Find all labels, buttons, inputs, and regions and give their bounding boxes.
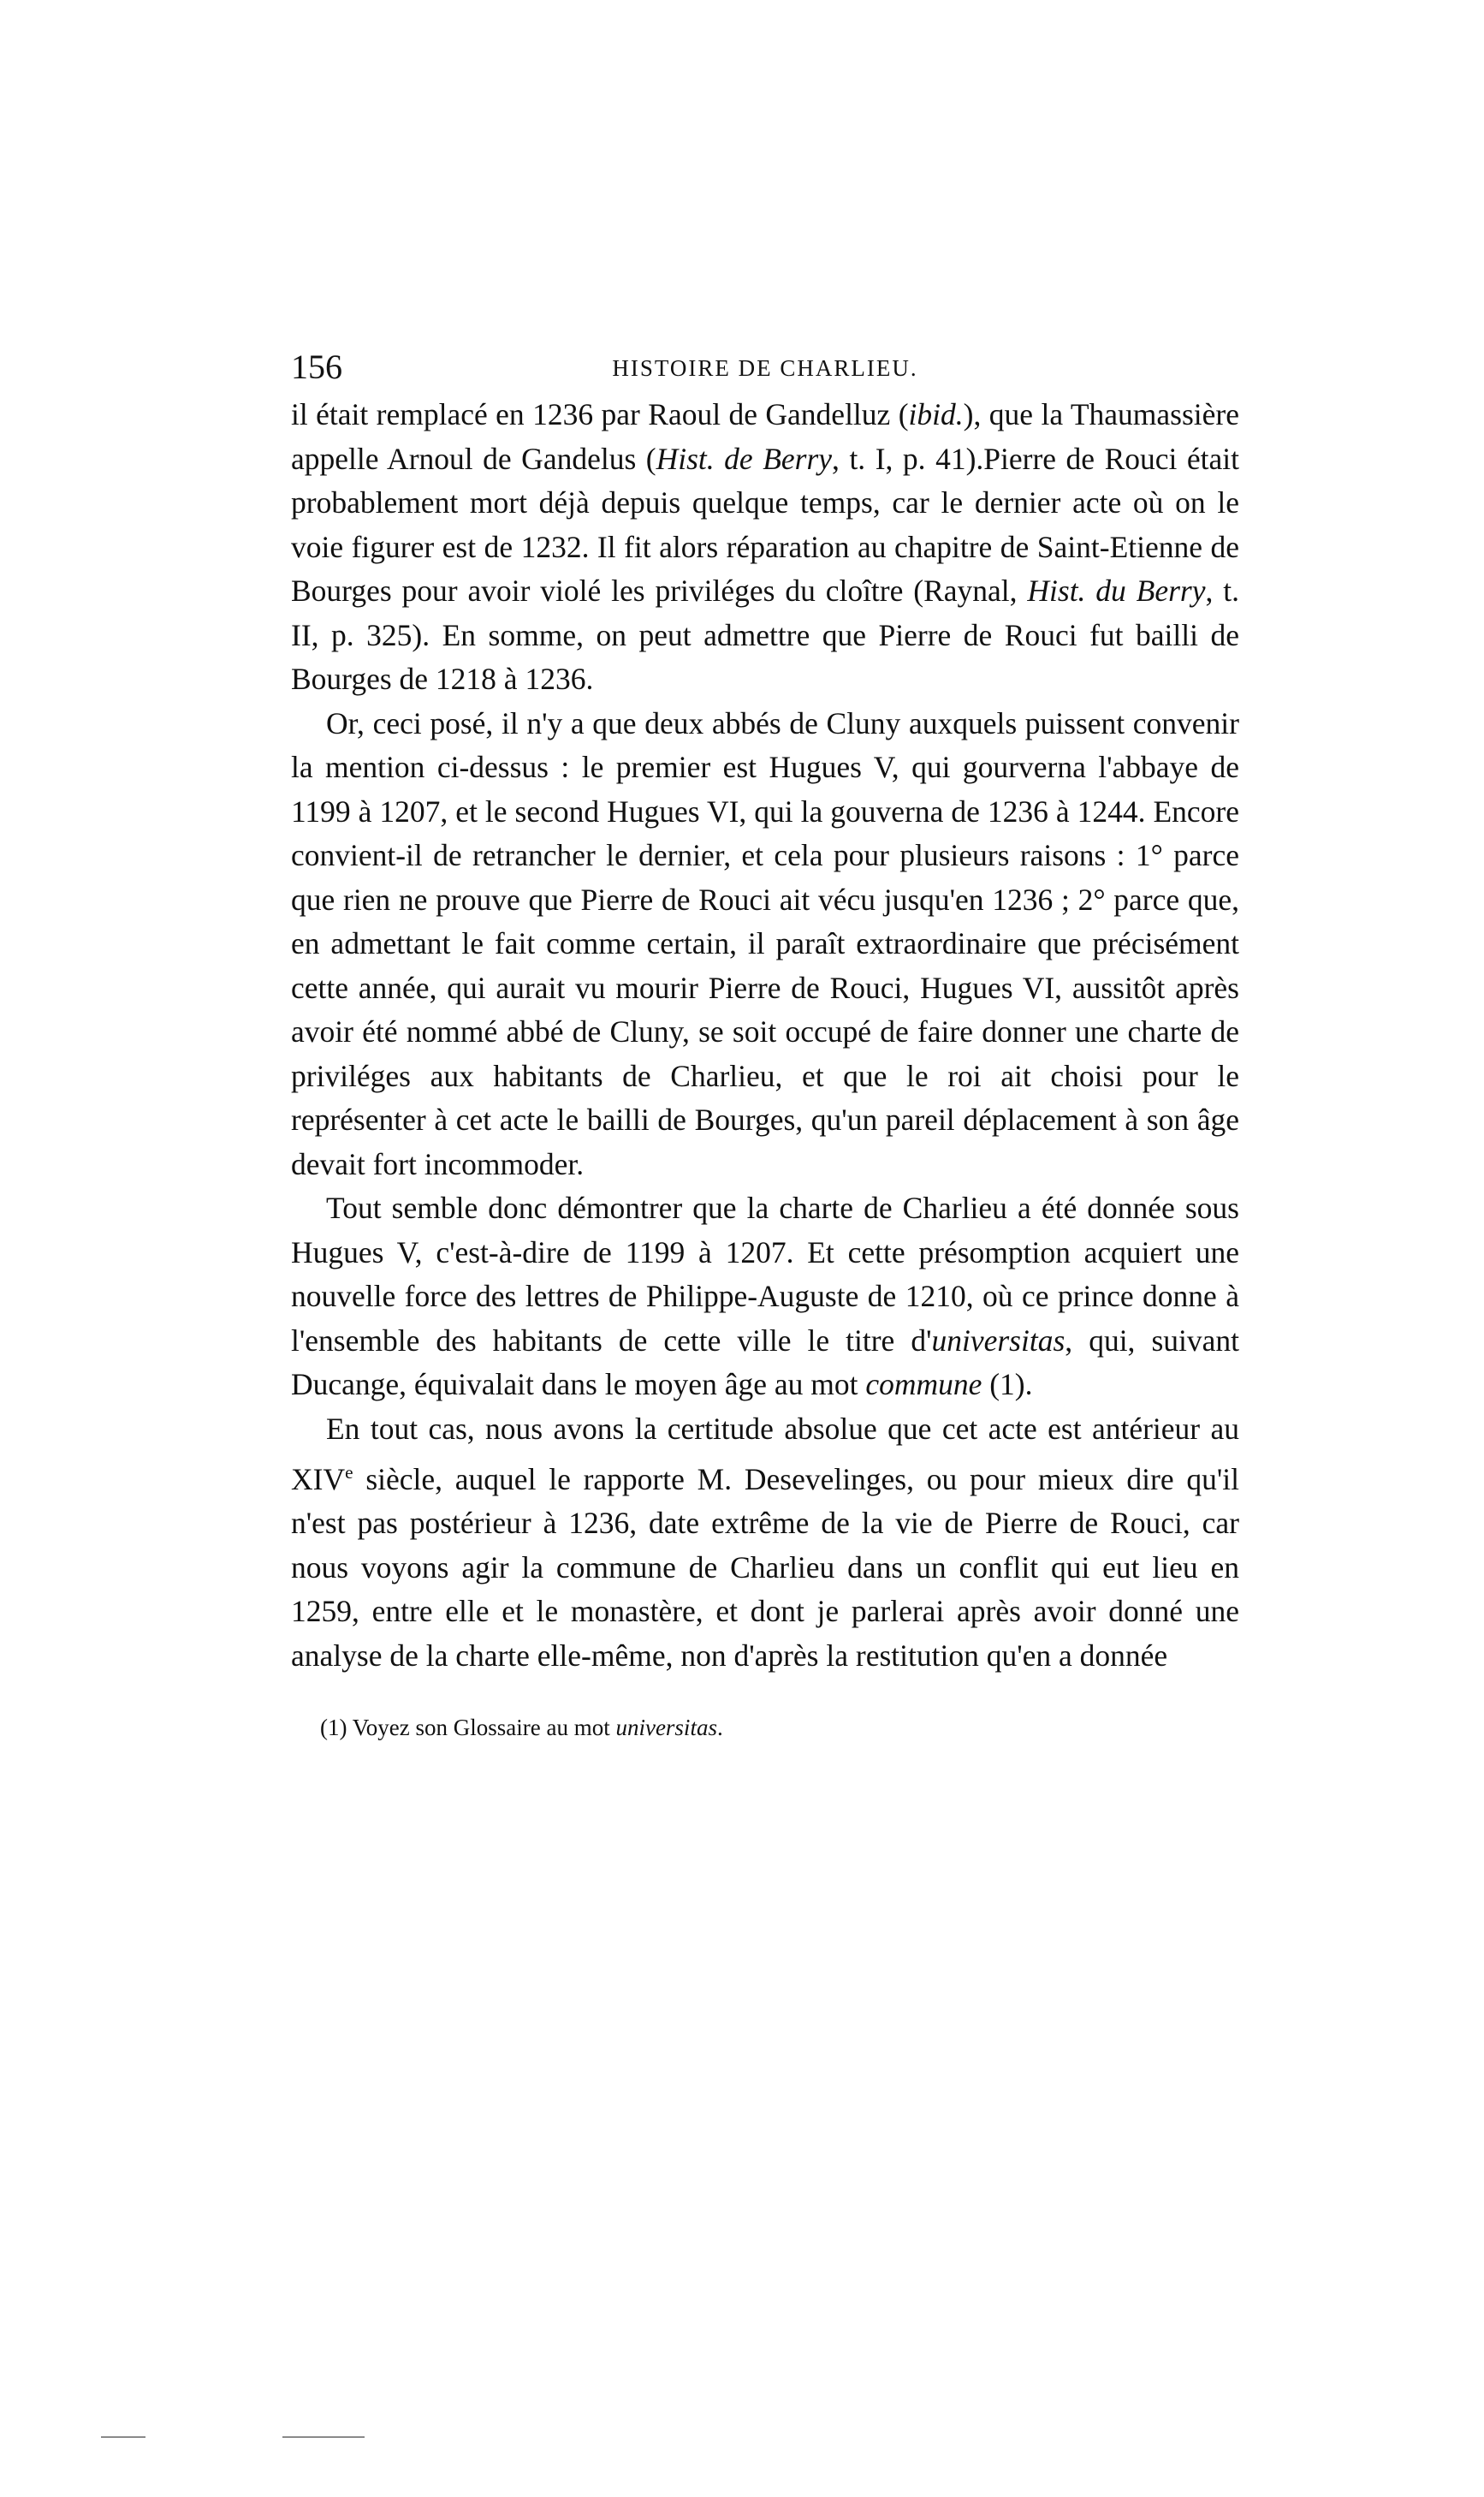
superscript-text: e bbox=[345, 1462, 353, 1483]
body-text bbox=[291, 393, 1239, 1678]
italic-text: Hist. de Berry bbox=[656, 441, 833, 476]
text-run: , qui, suivant Ducange, équivalait dans le moyen âge au mot bbox=[291, 1323, 1239, 1401]
text-run: En tout cas, nous avons la certitude absolue que cet acte est antérieur au XIV bbox=[291, 1411, 1239, 1496]
text-run: , t. I, p. 41).Pierre de Rouci était probablement mort déjà depuis quelque temps, car le dernier acte où on le voie figurer est de 1232. Il fit alors réparation au chapitre de Saint-Etienne de Bourges pour avoir violé les priviléges du cloître (Raynal, bbox=[291, 441, 1239, 608]
italic-text: Hist. du Berry bbox=[1027, 574, 1206, 608]
page bbox=[291, 347, 1239, 1745]
text-run: , t. II, p. 325). En somme, on peut admettre que Pierre de Rouci fut bailli de Bourges de 1218 à 1236. bbox=[291, 574, 1239, 696]
page-header bbox=[291, 347, 1239, 389]
bottom-rule-left bbox=[101, 2436, 145, 2438]
footnote bbox=[291, 1710, 1239, 1745]
italic-text: commune bbox=[865, 1367, 982, 1401]
text-run: Tout semble donc démontrer que la charte de Charlieu a été donnée sous Hugues V, c'est-à-dire de 1199 à 1207. Et cette présomption acquiert une nouvelle force des lettres de Philippe-Auguste de 1210, où ce prince donne à l'ensemble des habitants de cette ville le titre d' bbox=[291, 1191, 1239, 1358]
text-run: . bbox=[716, 1715, 723, 1741]
italic-text: universitas bbox=[615, 1715, 717, 1741]
text-run: (1). bbox=[982, 1367, 1033, 1401]
text-run: siècle, auquel le rapporte M. Desevelinges, ou pour mieux dire qu'il n'est pas postérieur à 1236, date extrême de la vie de Pierre de Rouci, car nous voyons agir la commune de Charlieu dans un conflit qui eut lieu en 1259, entre elle et le monastère, et dont je parlerai après avoir donné une analyse de la charte elle-même, non d'après la restitution qu'en a donnée bbox=[291, 1461, 1239, 1673]
running-title: HISTOIRE DE CHARLIEU. bbox=[612, 355, 918, 381]
text-run: Or, ceci posé, il n'y a que deux abbés de Cluny auxquels puissent convenir la mention ci-dessus : le premier est Hugues V, qui gourverna l'abbaye de 1199 à 1207, et le second Hugues VI, qui la gouverna de 1236 à 1244. Encore convient-il de retrancher le dernier, et cela pour plusieurs raisons : 1° parce que rien ne prouve que Pierre de Rouci ait vécu jusqu'en 1236 ; 2° parce que, en admettant le fait comme certain, il paraît extraordinaire que précisément cette année, qui aurait vu mourir Pierre de Rouci, Hugues VI, aussitôt après avoir été nommé abbé de Cluny, se soit occupé de faire donner une charte de priviléges aux habitants de Charlieu, et que le roi ait choisi pour le représenter à cet acte le bailli de Bourges, qu'un pareil déplacement à son âge devait fort incommoder. bbox=[291, 705, 1239, 1181]
text-run: il était remplacé en 1236 par Raoul de Gandelluz ( bbox=[291, 397, 909, 431]
paragraph bbox=[291, 1186, 1239, 1407]
bottom-rule-right bbox=[282, 2436, 365, 2438]
page-number: 156 bbox=[291, 348, 342, 386]
text-run: (1) Voyez son Glossaire au mot bbox=[320, 1715, 616, 1741]
italic-text: universitas bbox=[931, 1323, 1066, 1358]
text-run: ), que la Thaumassière appelle Arnoul de Gandelus ( bbox=[291, 397, 1239, 476]
paragraph bbox=[291, 1407, 1239, 1679]
paragraph bbox=[291, 702, 1239, 1187]
paragraph bbox=[291, 393, 1239, 702]
italic-text: ibid. bbox=[908, 397, 964, 431]
